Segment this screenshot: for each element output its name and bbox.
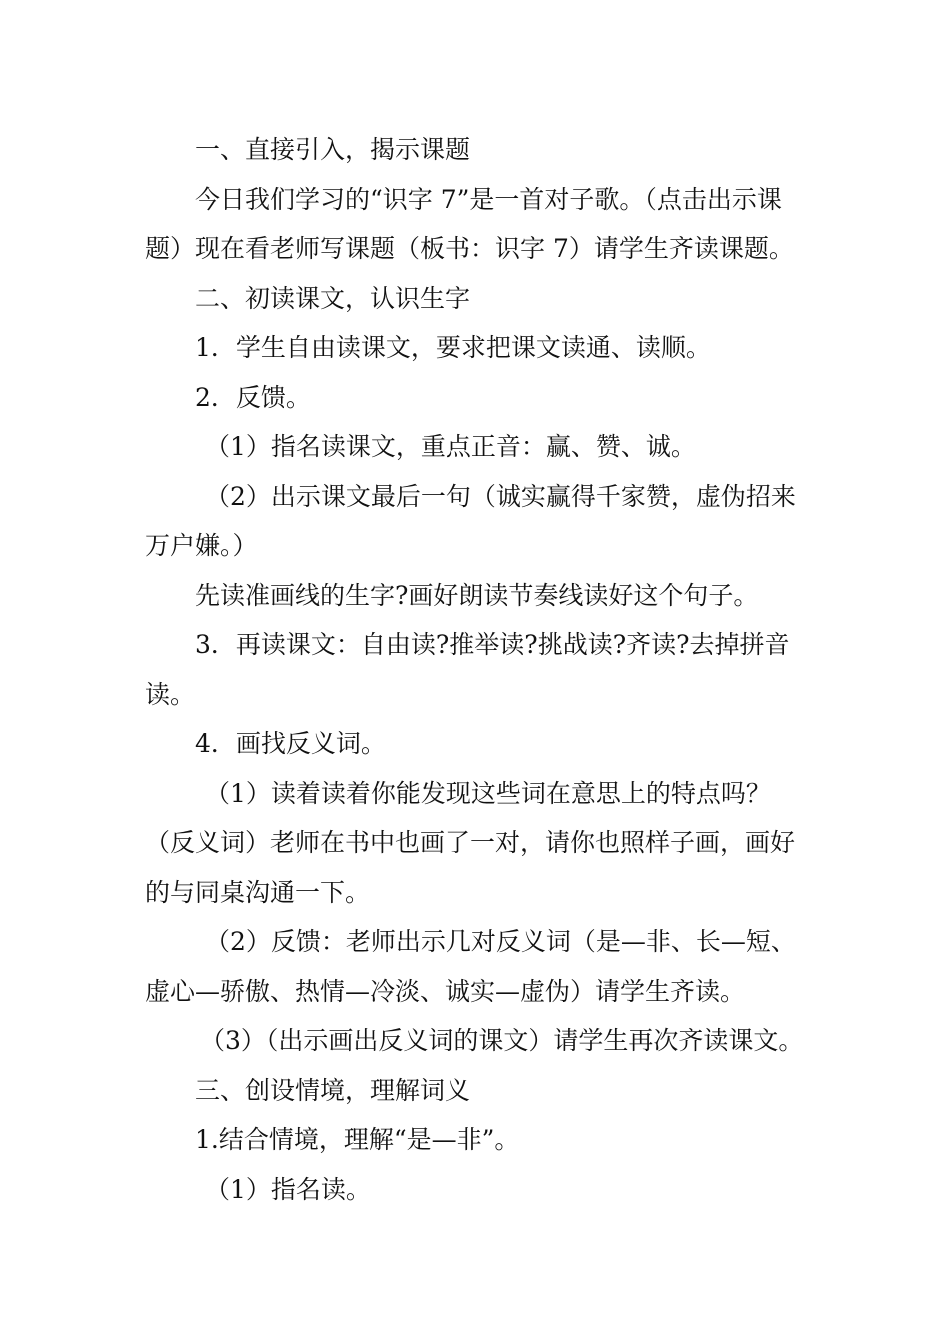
step-1: 1．学生自由读课文，要求把课文读通、读顺。 bbox=[195, 333, 711, 362]
step-4: 4．画找反义词。 bbox=[195, 729, 386, 758]
paragraph-intro: 今日我们学习的“识字 7”是一首对子歌。（点击出示课题）现在看老师写课题（板书：识字 7）请学生齐读课题。 bbox=[145, 184, 794, 263]
paragraph-reading-rhythm: 先读准画线的生字?画好朗读节奏线读好这个句子。 bbox=[195, 580, 759, 610]
section-heading-1: 一、直接引入，揭示课题 bbox=[195, 135, 471, 164]
step-3: 3．再读课文：自由读?推举读?挑战读?齐读?去掉拼音读。 bbox=[145, 630, 790, 709]
substep-2-2: （2）出示课文最后一句（诚实赢得千家赞，虚伪招来万户嫌。） bbox=[145, 481, 796, 560]
step-2: 2．反馈。 bbox=[195, 382, 311, 412]
substep-4-1: （1）读着读着你能发现这些词在意思上的特点吗？（反义词）老师在书中也画了一对，请你也照样子画，画好的与同桌沟通一下。 bbox=[145, 778, 796, 907]
section-heading-2: 二、初读课文，认识生字 bbox=[195, 283, 471, 313]
substep-3-1-1: （1）指名读。 bbox=[205, 1174, 371, 1204]
substep-2-1: （1）指名读课文，重点正音：赢、赞、诚。 bbox=[205, 432, 696, 461]
section-heading-3: 三、创设情境，理解词义 bbox=[195, 1075, 471, 1105]
document-page bbox=[145, 125, 815, 1214]
substep-4-2: （2）反馈：老师出示几对反义词（是—非、长—短、虚心—骄傲、热情—冷淡、诚实—虚伪）请学生齐读。 bbox=[145, 927, 796, 1006]
step-3-1: 1.结合情境，理解“是—非”。 bbox=[195, 1125, 520, 1154]
substep-4-3: （3）（出示画出反义词的课文）请学生再次齐读课文。 bbox=[200, 1026, 804, 1055]
